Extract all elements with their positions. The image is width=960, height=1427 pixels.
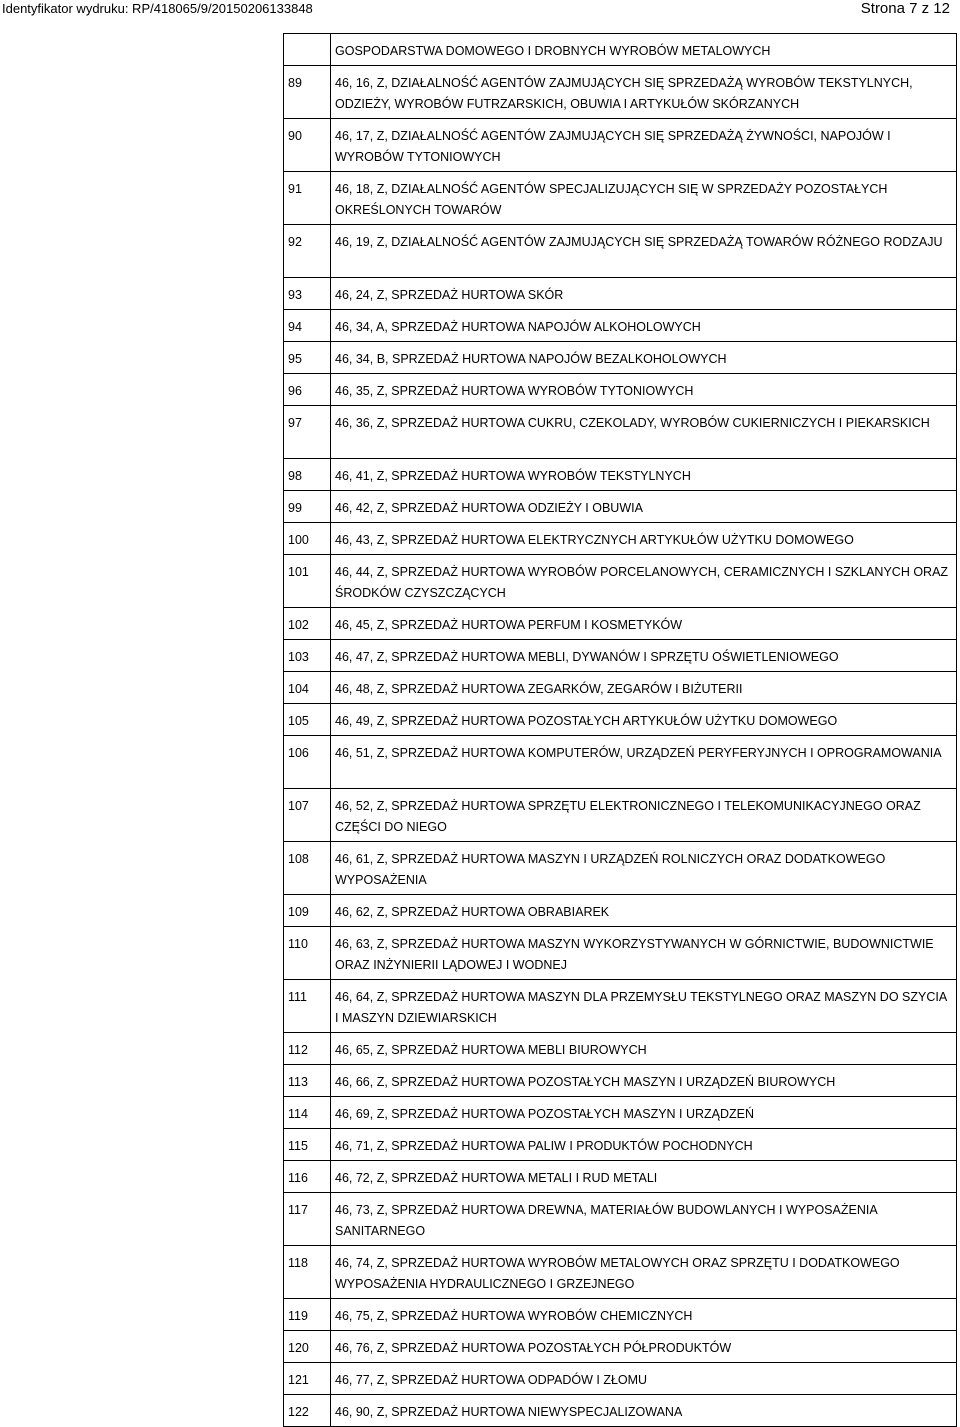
row-description-cell: GOSPODARSTWA DOMOWEGO I DROBNYCH WYROBÓW METALOWYCH: [331, 34, 957, 66]
row-number-cell: 111: [284, 980, 331, 1033]
row-number-cell: [284, 34, 331, 66]
row-number-cell: 95: [284, 342, 331, 374]
row-number-cell: 122: [284, 1395, 331, 1427]
row-description-cell: 46, 61, Z, SPRZEDAŻ HURTOWA MASZYN I URZĄDZEŃ ROLNICZYCH ORAZ DODATKOWEGO WYPOSAŻENIA: [331, 842, 957, 895]
row-number-cell: 104: [284, 672, 331, 704]
row-description-cell: 46, 36, Z, SPRZEDAŻ HURTOWA CUKRU, CZEKOLADY, WYROBÓW CUKIERNICZYCH I PIEKARSKICH: [331, 406, 957, 459]
table-row: [284, 1331, 957, 1363]
row-number-cell: 103: [284, 640, 331, 672]
row-number-cell: 121: [284, 1363, 331, 1395]
table-row: [284, 608, 957, 640]
row-number-cell: 100: [284, 523, 331, 555]
table-row: [284, 225, 957, 278]
table-row: [284, 1246, 957, 1299]
table-row: [284, 980, 957, 1033]
row-description-cell: 46, 41, Z, SPRZEDAŻ HURTOWA WYROBÓW TEKSTYLNYCH: [331, 459, 957, 491]
table-row: [284, 172, 957, 225]
row-description-cell: 46, 48, Z, SPRZEDAŻ HURTOWA ZEGARKÓW, ZEGARÓW I BIŻUTERII: [331, 672, 957, 704]
table-row: [284, 1193, 957, 1246]
row-number-cell: 90: [284, 119, 331, 172]
row-description-cell: 46, 24, Z, SPRZEDAŻ HURTOWA SKÓR: [331, 278, 957, 310]
row-description-cell: 46, 17, Z, DZIAŁALNOŚĆ AGENTÓW ZAJMUJĄCYCH SIĘ SPRZEDAŻĄ ŻYWNOŚCI, NAPOJÓW I WYROBÓW TYTONIOWYCH: [331, 119, 957, 172]
table-row-continuation: [284, 34, 957, 66]
row-description-cell: 46, 73, Z, SPRZEDAŻ HURTOWA DREWNA, MATERIAŁÓW BUDOWLANYCH I WYPOSAŻENIA SANITARNEGO: [331, 1193, 957, 1246]
row-number-cell: 110: [284, 927, 331, 980]
row-description-cell: 46, 35, Z, SPRZEDAŻ HURTOWA WYROBÓW TYTONIOWYCH: [331, 374, 957, 406]
row-description-cell: 46, 19, Z, DZIAŁALNOŚĆ AGENTÓW ZAJMUJĄCYCH SIĘ SPRZEDAŻĄ TOWARÓW RÓŻNEGO RODZAJU: [331, 225, 957, 278]
table-row: [284, 1161, 957, 1193]
row-description-cell: 46, 71, Z, SPRZEDAŻ HURTOWA PALIW I PRODUKTÓW POCHODNYCH: [331, 1129, 957, 1161]
row-description-cell: 46, 16, Z, DZIAŁALNOŚĆ AGENTÓW ZAJMUJĄCYCH SIĘ SPRZEDAŻĄ WYROBÓW TEKSTYLNYCH, ODZIEŻY, WYROBÓW FUTRZARSKICH, OBUWIA I ARTYKUŁÓW SKÓRZANYCH: [331, 66, 957, 119]
row-description-cell: 46, 52, Z, SPRZEDAŻ HURTOWA SPRZĘTU ELEKTRONICZNEGO I TELEKOMUNIKACYJNEGO ORAZ CZĘŚCI DO NIEGO: [331, 789, 957, 842]
row-description-cell: 46, 51, Z, SPRZEDAŻ HURTOWA KOMPUTERÓW, URZĄDZEŃ PERYFERYJNYCH I OPROGRAMOWANIA: [331, 736, 957, 789]
row-description-cell: 46, 42, Z, SPRZEDAŻ HURTOWA ODZIEŻY I OBUWIA: [331, 491, 957, 523]
row-number-cell: 94: [284, 310, 331, 342]
pkd-codes-table-body: [284, 34, 957, 1427]
pkd-codes-table: [283, 33, 957, 1427]
row-description-cell: 46, 72, Z, SPRZEDAŻ HURTOWA METALI I RUD METALI: [331, 1161, 957, 1193]
row-number-cell: 93: [284, 278, 331, 310]
row-number-cell: 118: [284, 1246, 331, 1299]
row-description-cell: 46, 62, Z, SPRZEDAŻ HURTOWA OBRABIAREK: [331, 895, 957, 927]
row-number-cell: 109: [284, 895, 331, 927]
row-number-cell: 96: [284, 374, 331, 406]
page-number: Strona 7 z 12: [860, 0, 950, 17]
row-number-cell: 112: [284, 1033, 331, 1065]
row-description-cell: 46, 90, Z, SPRZEDAŻ HURTOWA NIEWYSPECJALIZOWANA: [331, 1395, 957, 1427]
row-number-cell: 119: [284, 1299, 331, 1331]
table-row: [284, 1299, 957, 1331]
page-header: [0, 0, 960, 22]
row-description-cell: 46, 45, Z, SPRZEDAŻ HURTOWA PERFUM I KOSMETYKÓW: [331, 608, 957, 640]
row-description-cell: 46, 69, Z, SPRZEDAŻ HURTOWA POZOSTAŁYCH MASZYN I URZĄDZEŃ: [331, 1097, 957, 1129]
row-number-cell: 102: [284, 608, 331, 640]
table-row: [284, 342, 957, 374]
row-description-cell: 46, 18, Z, DZIAŁALNOŚĆ AGENTÓW SPECJALIZUJĄCYCH SIĘ W SPRZEDAŻY POZOSTAŁYCH OKREŚLONYCH TOWARÓW: [331, 172, 957, 225]
row-description-cell: 46, 63, Z, SPRZEDAŻ HURTOWA MASZYN WYKORZYSTYWANYCH W GÓRNICTWIE, BUDOWNICTWIE ORAZ INŻYNIERII LĄDOWEJ I WODNEJ: [331, 927, 957, 980]
table-row: [284, 640, 957, 672]
table-row: [284, 736, 957, 789]
row-number-cell: 115: [284, 1129, 331, 1161]
table-row: [284, 1065, 957, 1097]
table-row: [284, 1395, 957, 1427]
table-row: [284, 704, 957, 736]
row-description-cell: 46, 74, Z, SPRZEDAŻ HURTOWA WYROBÓW METALOWYCH ORAZ SPRZĘTU I DODATKOWEGO WYPOSAŻENIA HYDRAULICZNEGO I GRZEJNEGO: [331, 1246, 957, 1299]
row-number-cell: 114: [284, 1097, 331, 1129]
table-row: [284, 66, 957, 119]
table-row: [284, 672, 957, 704]
row-number-cell: 116: [284, 1161, 331, 1193]
table-row: [284, 789, 957, 842]
table-row: [284, 927, 957, 980]
table-row: [284, 1129, 957, 1161]
row-number-cell: 99: [284, 491, 331, 523]
row-description-cell: 46, 76, Z, SPRZEDAŻ HURTOWA POZOSTAŁYCH PÓŁPRODUKTÓW: [331, 1331, 957, 1363]
row-description-cell: 46, 44, Z, SPRZEDAŻ HURTOWA WYROBÓW PORCELANOWYCH, CERAMICZNYCH I SZKLANYCH ORAZ ŚRODKÓW CZYSZCZĄCYCH: [331, 555, 957, 608]
row-number-cell: 120: [284, 1331, 331, 1363]
row-description-cell: 46, 34, A, SPRZEDAŻ HURTOWA NAPOJÓW ALKOHOLOWYCH: [331, 310, 957, 342]
row-number-cell: 89: [284, 66, 331, 119]
table-row: [284, 895, 957, 927]
row-number-cell: 98: [284, 459, 331, 491]
row-number-cell: 107: [284, 789, 331, 842]
row-number-cell: 101: [284, 555, 331, 608]
table-row: [284, 555, 957, 608]
row-description-cell: 46, 43, Z, SPRZEDAŻ HURTOWA ELEKTRYCZNYCH ARTYKUŁÓW UŻYTKU DOMOWEGO: [331, 523, 957, 555]
row-description-cell: 46, 75, Z, SPRZEDAŻ HURTOWA WYROBÓW CHEMICZNYCH: [331, 1299, 957, 1331]
table-row: [284, 374, 957, 406]
row-number-cell: 106: [284, 736, 331, 789]
row-number-cell: 117: [284, 1193, 331, 1246]
row-description-cell: 46, 34, B, SPRZEDAŻ HURTOWA NAPOJÓW BEZALKOHOLOWYCH: [331, 342, 957, 374]
table-row: [284, 278, 957, 310]
table-row: [284, 1363, 957, 1395]
row-number-cell: 108: [284, 842, 331, 895]
row-number-cell: 105: [284, 704, 331, 736]
row-number-cell: 91: [284, 172, 331, 225]
row-description-cell: 46, 65, Z, SPRZEDAŻ HURTOWA MEBLI BIUROWYCH: [331, 1033, 957, 1065]
table-row: [284, 491, 957, 523]
row-description-cell: 46, 77, Z, SPRZEDAŻ HURTOWA ODPADÓW I ZŁOMU: [331, 1363, 957, 1395]
row-description-cell: 46, 64, Z, SPRZEDAŻ HURTOWA MASZYN DLA PRZEMYSŁU TEKSTYLNEGO ORAZ MASZYN DO SZYCIA I MASZYN DZIEWIARSKICH: [331, 980, 957, 1033]
table-row: [284, 842, 957, 895]
table-row: [284, 406, 957, 459]
table-row: [284, 1033, 957, 1065]
table-row: [284, 310, 957, 342]
row-description-cell: 46, 47, Z, SPRZEDAŻ HURTOWA MEBLI, DYWANÓW I SPRZĘTU OŚWIETLENIOWEGO: [331, 640, 957, 672]
row-description-cell: 46, 66, Z, SPRZEDAŻ HURTOWA POZOSTAŁYCH MASZYN I URZĄDZEŃ BIUROWYCH: [331, 1065, 957, 1097]
table-row: [284, 523, 957, 555]
row-number-cell: 92: [284, 225, 331, 278]
row-number-cell: 97: [284, 406, 331, 459]
table-row: [284, 119, 957, 172]
row-description-cell: 46, 49, Z, SPRZEDAŻ HURTOWA POZOSTAŁYCH ARTYKUŁÓW UŻYTKU DOMOWEGO: [331, 704, 957, 736]
table-row: [284, 459, 957, 491]
table-row: [284, 1097, 957, 1129]
row-number-cell: 113: [284, 1065, 331, 1097]
print-identifier: Identyfikator wydruku: RP/418065/9/20150206133848: [2, 1, 313, 16]
